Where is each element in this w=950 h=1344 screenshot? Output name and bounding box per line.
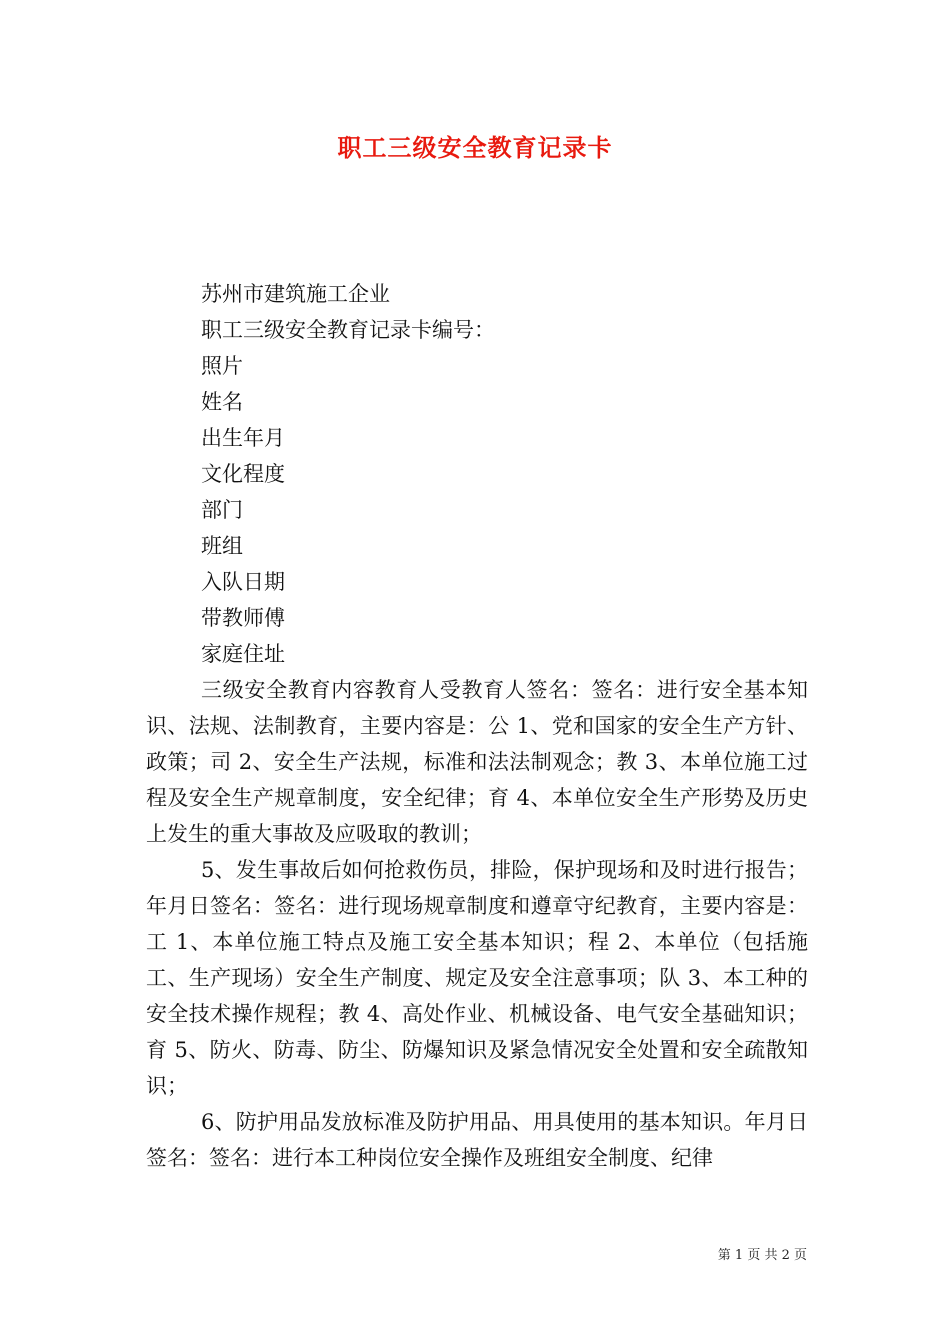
join-date-label: 入队日期 bbox=[201, 570, 285, 594]
card-number-label: 职工三级安全教育记录卡编号： bbox=[201, 318, 495, 342]
header-field-list bbox=[201, 276, 821, 672]
document-title: 职工三级安全教育记录卡 bbox=[337, 133, 613, 162]
education-content bbox=[146, 672, 808, 1176]
photo-label: 照片 bbox=[201, 354, 243, 378]
company-level-education-paragraph: 三级安全教育内容教育人受教育人签名：签名：进行安全基本知识、法规、法制教育，主要内容是：公 1、党和国家的安全生产方针、政策；司 2、安全生产法规，标准和法法制观念；教 3、本单位施工过程及安全生产规章制度，安全纪律；育 4、本单位安全生产形势及历史上发生的重大事故及应吸取的教训； bbox=[146, 678, 808, 846]
project-level-education-paragraph: 5、发生事故后如何抢救伤员，排险，保护现场和及时进行报告；年月日签名：签名：进行现场规章制度和遵章守纪教育，主要内容是：工 1、本单位施工特点及施工安全基本知识；程 2、本单位（包括施工、生产现场）安全生产制度、规定及安全注意事项；队 3、本工种的安全技术操作规程；教 4、高处作业、机械设备、电气安全基础知识；育 5、防火、防毒、防尘、防爆知识及紧急情况安全处置和安全疏散知识； bbox=[146, 858, 808, 1098]
company-name: 苏州市建筑施工企业 bbox=[201, 282, 390, 306]
mentor-label: 带教师傅 bbox=[201, 606, 285, 630]
education-level-label: 文化程度 bbox=[201, 462, 285, 486]
team-label: 班组 bbox=[201, 534, 243, 558]
department-label: 部门 bbox=[201, 498, 243, 522]
birth-date-label: 出生年月 bbox=[201, 426, 285, 450]
home-address-label: 家庭住址 bbox=[201, 642, 285, 666]
team-level-education-paragraph: 6、防护用品发放标准及防护用品、用具使用的基本知识。年月日签名：签名：进行本工种岗位安全操作及班组安全制度、纪律 bbox=[146, 1110, 808, 1170]
name-label: 姓名 bbox=[201, 390, 243, 414]
page-number: 第 1 页 共 2 页 bbox=[717, 1248, 807, 1263]
